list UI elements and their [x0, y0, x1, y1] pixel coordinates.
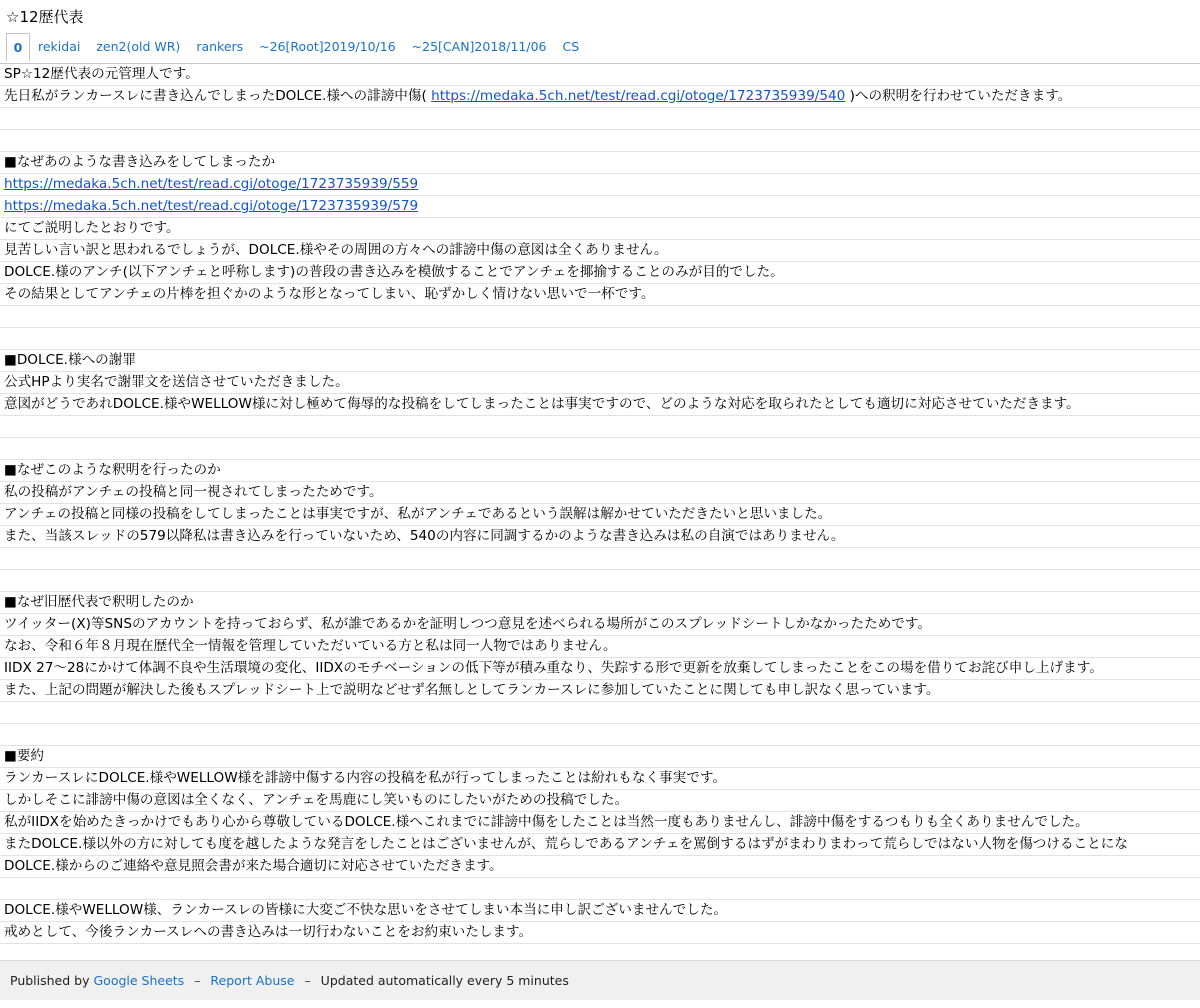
sheet-row — [0, 350, 1200, 372]
spreadsheet-grid — [0, 63, 1200, 944]
sheet-row — [0, 790, 1200, 812]
sheet-row — [0, 416, 1200, 438]
footer-update-note: Updated automatically every 5 minutes — [320, 973, 569, 988]
sheet-row — [0, 680, 1200, 702]
sheet-row — [0, 482, 1200, 504]
cell-text: 戒めとして、今後ランカースレへの書き込みは一切行わないことをお約束いたします。 — [4, 924, 533, 940]
report-abuse-link[interactable]: Report Abuse — [210, 973, 295, 988]
cell-text: DOLCE.様のアンチ(以下アンチェと呼称します)の普段の書き込みを模倣することでアンチェを揶揄することのみが目的でした。 — [4, 264, 784, 280]
sheet-row — [0, 812, 1200, 834]
sheet-row — [0, 900, 1200, 922]
cell-text: ■DOLCE.様への謝罪 — [4, 352, 136, 368]
cell-text: 公式HPより実名で謝罪文を送信させていただきました。 — [4, 374, 349, 390]
sheet-row — [0, 460, 1200, 482]
sheet-row — [0, 592, 1200, 614]
google-sheets-link[interactable]: Google Sheets — [93, 973, 185, 988]
sheet-row — [0, 240, 1200, 262]
sheet-row — [0, 636, 1200, 658]
cell-text: 意図がどうであれDOLCE.様やWELLOW様に対し極めて侮辱的な投稿をしてしまったことは事実ですので、どのような対応を取られたとしても適切に対応させていただきます。 — [4, 396, 1080, 412]
sheet-row — [0, 306, 1200, 328]
sheet-row — [0, 372, 1200, 394]
cell-link[interactable]: https://medaka.5ch.net/test/read.cgi/otoge/1723735939/540 — [431, 88, 846, 104]
footer-separator: – — [304, 973, 311, 988]
sheet-row — [0, 438, 1200, 460]
sheet-row — [0, 86, 1200, 108]
cell-text: にてご説明したとおりです。 — [4, 220, 180, 236]
sheet-row — [0, 262, 1200, 284]
cell-link[interactable]: https://medaka.5ch.net/test/read.cgi/otoge/1723735939/579 — [4, 198, 419, 214]
cell-text: しかしそこに誹謗中傷の意図は全くなく、アンチェを馬鹿にし笑いものにしたいがための投稿でした。 — [4, 792, 629, 808]
sheet-row — [0, 394, 1200, 416]
cell-text: DOLCE.様やWELLOW様、ランカースレの皆様に大変ご不快な思いをさせてしまい本当に申し訳ございませんでした。 — [4, 902, 728, 918]
cell-text: ■要約 — [4, 748, 45, 764]
sheet-tab[interactable]: ~26[Root]2019/10/16 — [259, 39, 396, 54]
sheet-tab[interactable]: rankers — [196, 39, 244, 54]
sheet-tab[interactable]: rekidai — [38, 39, 81, 54]
sheet-row — [0, 174, 1200, 196]
sheet-tab[interactable]: 0 — [6, 33, 30, 61]
sheet-row — [0, 108, 1200, 130]
footer — [0, 960, 1200, 1000]
sheet-row — [0, 922, 1200, 944]
cell-text: 私の投稿がアンチェの投稿と同一視されてしまったためです。 — [4, 484, 383, 500]
sheet-row — [0, 570, 1200, 592]
cell-text: IIDX 27〜28にかけて体調不良や生活環境の変化、IIDXのモチベーションの低下等が積み重なり、失踪する形で更新を放棄してしまったことをこの場を借りてお詫び申し上げます。 — [4, 660, 1103, 676]
cell-text: SP☆12歴代表の元管理人です。 — [4, 66, 199, 82]
sheet-row — [0, 526, 1200, 548]
sheet-row — [0, 614, 1200, 636]
cell-text: 先日私がランカースレに書き込んでしまったDOLCE.様への誹謗中傷( — [4, 88, 432, 104]
cell-text: また、当該スレッドの579以降私は書き込みを行っていないため、540の内容に同調するかのような書き込みは私の自演ではありません。 — [4, 528, 845, 544]
sheet-row — [0, 856, 1200, 878]
sheet-row — [0, 878, 1200, 900]
cell-text: 私がIIDXを始めたきっかけでもあり心から尊敬しているDOLCE.様へこれまでに誹謗中傷をしたことは当然一度もありませんし、誹謗中傷をするつもりも全くありませんでした。 — [4, 814, 1089, 830]
sheet-row — [0, 834, 1200, 856]
sheet-row — [0, 196, 1200, 218]
cell-text: ■なぜこのような釈明を行ったのか — [4, 462, 221, 478]
cell-text: 見苦しい言い訳と思われるでしょうが、DOLCE.様やその周囲の方々への誹謗中傷の意図は全くありません。 — [4, 242, 668, 258]
cell-text: ランカースレにDOLCE.様やWELLOW様を誹謗中傷する内容の投稿を私が行ってしまったことは紛れもなく事実です。 — [4, 770, 726, 786]
cell-text: また、上記の問題が解決した後もスプレッドシート上で説明などせず名無しとしてランカースレに参加していたことに関しても申し訳なく思っています。 — [4, 682, 940, 698]
sheet-tabs — [6, 33, 595, 61]
cell-text: その結果としてアンチェの片棒を担ぐかのような形となってしまい、恥ずかしく情けない思いで一杯です。 — [4, 286, 655, 302]
footer-separator: – — [194, 973, 201, 988]
cell-text: ■なぜあのような書き込みをしてしまったか — [4, 154, 276, 170]
sheet-row — [0, 328, 1200, 350]
cell-text: DOLCE.様からのご連絡や意見照会書が来た場合適切に対応させていただきます。 — [4, 858, 503, 874]
sheet-row — [0, 702, 1200, 724]
sheet-row — [0, 768, 1200, 790]
document-title: ☆12歴代表 — [6, 8, 84, 26]
sheet-tab[interactable]: zen2(old WR) — [96, 39, 181, 54]
cell-text: またDOLCE.様以外の方に対しても度を越したような発言をしたことはございませんが、荒らしであるアンチェを罵倒するはずがまわりまわって荒らしではない人物を傷つけることにな — [4, 836, 1128, 852]
sheet-row — [0, 218, 1200, 240]
sheet-row — [0, 724, 1200, 746]
cell-text: )への釈明を行わせていただきます。 — [845, 88, 1072, 104]
sheet-tab[interactable]: ~25[CAN]2018/11/06 — [411, 39, 547, 54]
sheet-row — [0, 658, 1200, 680]
sheet-row — [0, 548, 1200, 570]
sheet-tab[interactable]: CS — [562, 39, 580, 54]
cell-text: アンチェの投稿と同様の投稿をしてしまったことは事実ですが、私がアンチェであるという誤解は解かせていただきたいと思いました。 — [4, 506, 832, 522]
cell-text: ツイッター(X)等SNSのアカウントを持っておらず、私が誰であるかを証明しつつ意見を述べられる場所がこのスプレッドシートしかなかったためです。 — [4, 616, 931, 632]
footer-published-by: Published by — [10, 973, 90, 988]
sheet-row — [0, 130, 1200, 152]
sheet-row — [0, 64, 1200, 86]
cell-text: ■なぜ旧歴代表で釈明したのか — [4, 594, 194, 610]
sheet-row — [0, 746, 1200, 768]
sheet-row — [0, 152, 1200, 174]
cell-link[interactable]: https://medaka.5ch.net/test/read.cgi/otoge/1723735939/559 — [4, 176, 419, 192]
sheet-row — [0, 284, 1200, 306]
sheet-row — [0, 504, 1200, 526]
cell-text: なお、令和６年８月現在歴代全一情報を管理していただいている方と私は同一人物ではありません。 — [4, 638, 617, 654]
